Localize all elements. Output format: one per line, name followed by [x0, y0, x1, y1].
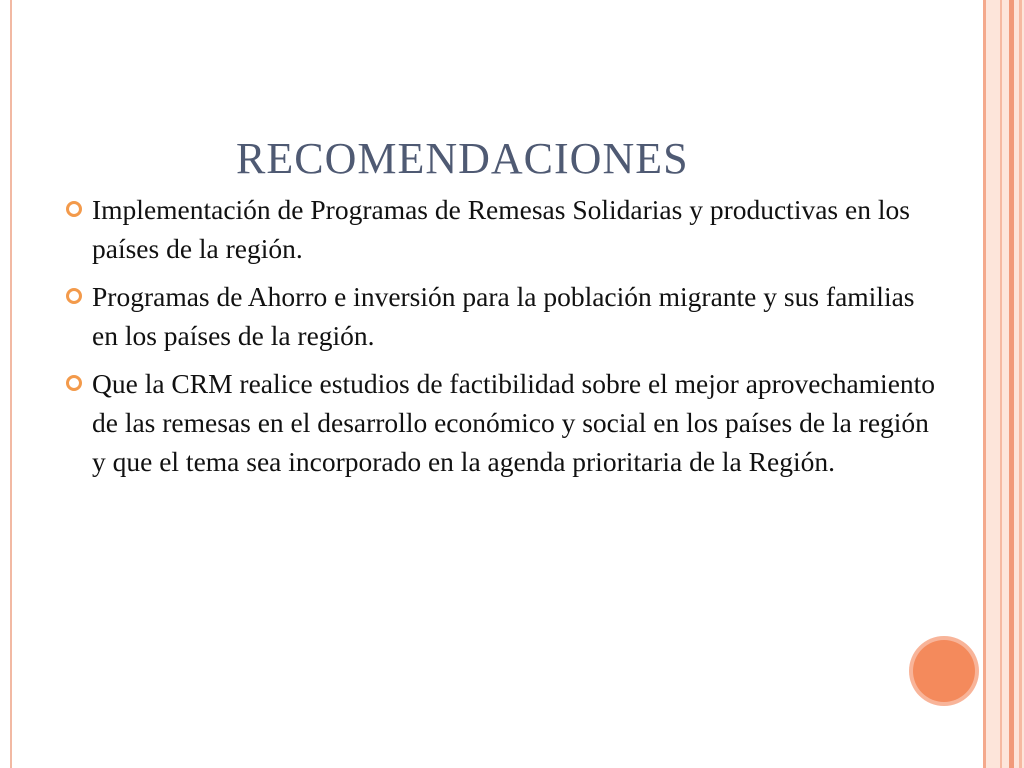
bullet-item [62, 190, 942, 268]
right-stripe [1009, 0, 1014, 768]
right-stripe [983, 0, 986, 768]
ring-bullet-icon [66, 375, 82, 391]
slide-title: RECOMENDACIONES [236, 134, 689, 184]
right-stripe [1000, 0, 1002, 768]
ring-bullet-icon [66, 201, 82, 217]
bullet-text: Implementación de Programas de Remesas Solidarias y productivas en los países de la región. [92, 194, 910, 264]
bullet-item [62, 277, 942, 355]
bullet-text: Que la CRM realice estudios de factibilidad sobre el mejor aprovechamiento de las remesas en el desarrollo económico y social en los países de la región y que el tema sea incorporado en la agenda prioritaria de la Región. [92, 368, 936, 477]
right-decorative-frame [984, 0, 1024, 768]
left-border-line [10, 0, 12, 768]
bullet-item [62, 364, 942, 481]
bullet-list [62, 190, 942, 490]
ring-bullet-icon [66, 288, 82, 304]
right-stripe [1019, 0, 1022, 768]
bullet-text: Programas de Ahorro e inversión para la población migrante y sus familias en los países de la región. [92, 281, 915, 351]
orange-circle-decoration [913, 640, 975, 702]
